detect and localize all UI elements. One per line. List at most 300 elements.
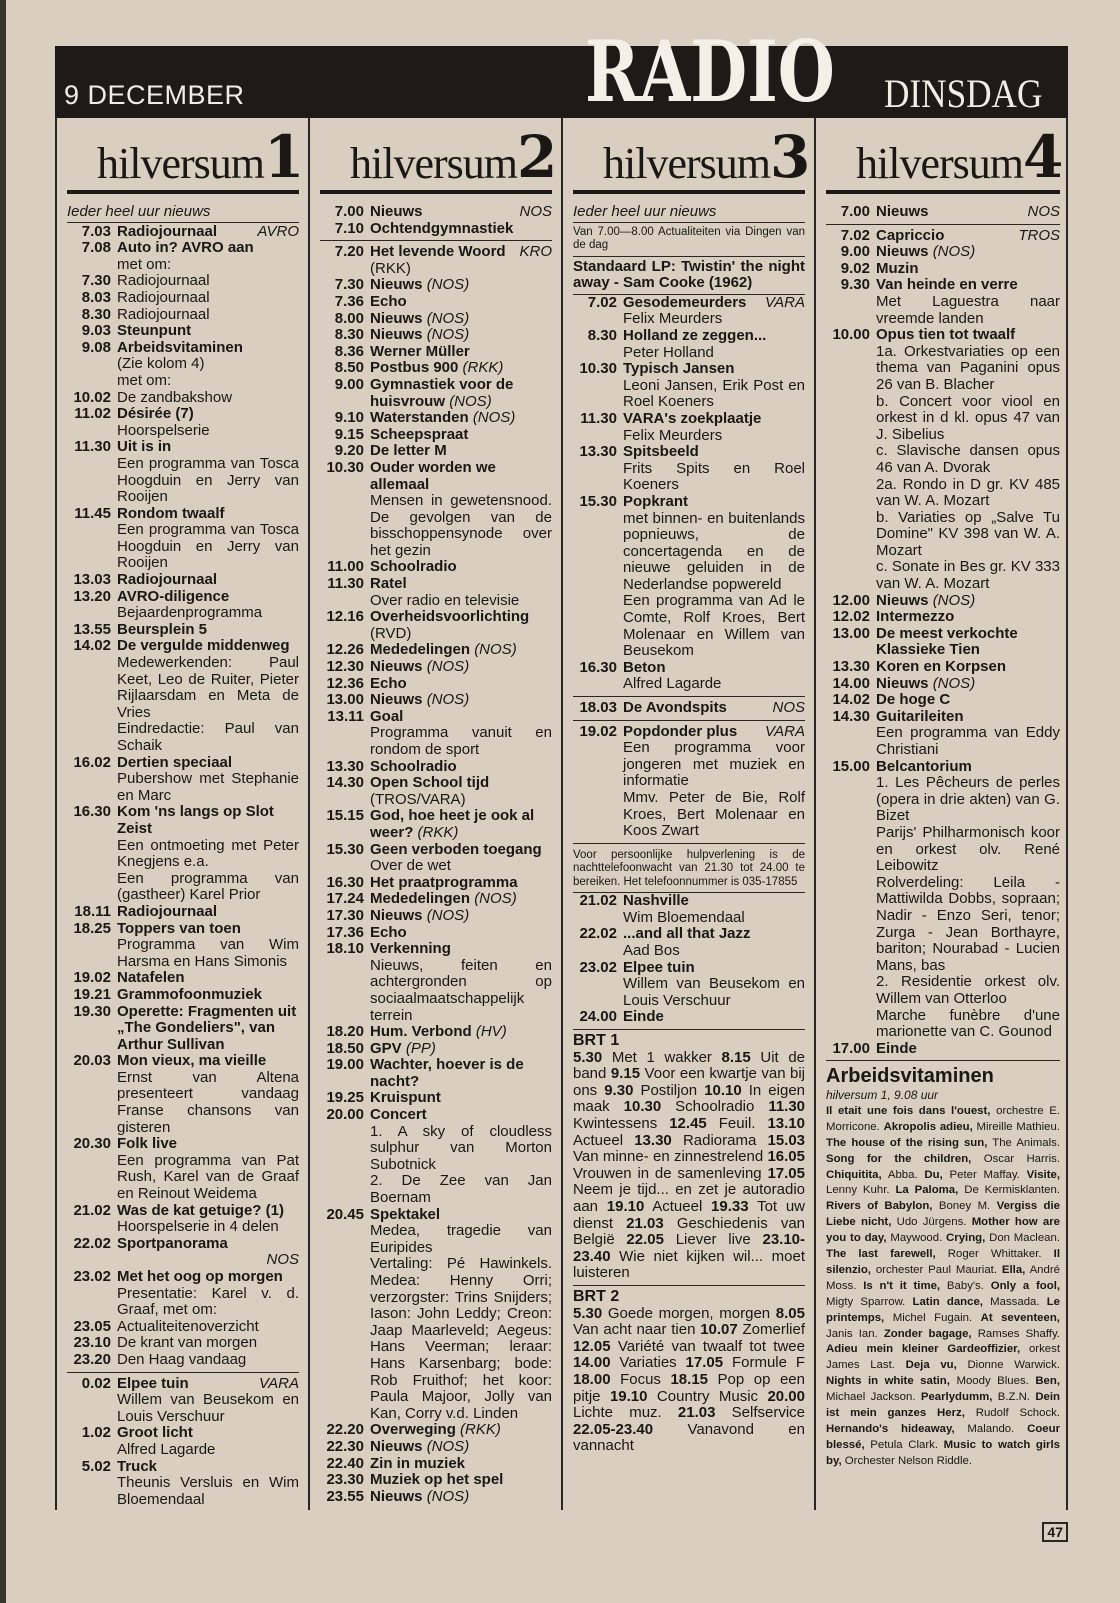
entry-line xyxy=(320,1456,552,1473)
station-number: 1 xyxy=(263,123,305,191)
program-title-wrap xyxy=(117,1425,299,1442)
program-title-wrap xyxy=(117,1269,299,1286)
program-time: 13.10 xyxy=(767,1115,805,1132)
entry-line xyxy=(67,290,299,307)
entry-line xyxy=(826,1041,1060,1058)
entry-line xyxy=(320,204,552,221)
program-description: met binnen- en buitenlands popnieuws, de concertagenda en de nieuwe geluiden in de Nederlandse popwereld xyxy=(623,509,805,593)
divider xyxy=(573,696,805,697)
program-title: Ouder worden we allemaal xyxy=(370,458,496,493)
entry-line xyxy=(826,593,1060,610)
program-title-wrap xyxy=(370,941,552,958)
entry-line xyxy=(573,361,805,378)
entry-line xyxy=(826,609,1060,626)
program-title-wrap xyxy=(370,427,552,444)
program-title-wrap xyxy=(117,290,299,307)
program-description: c. Sonate in Bes gr. KV 333 van W. A. Mozart xyxy=(876,558,1060,593)
program-title: Belcantorium xyxy=(876,757,972,775)
program-title: Operette: Fragmenten uit „The Gondeliers", van Arthur Sullivan xyxy=(117,1002,297,1053)
program-title: Radiorama xyxy=(682,1131,757,1149)
entry-line xyxy=(67,1136,299,1153)
entry-line xyxy=(67,273,299,290)
program-time: 17.36 xyxy=(326,923,364,941)
program-description: Mmv. Peter de Bie, Rolf Kroes, Bert Molenaar en Koos Zwart xyxy=(623,789,805,840)
song-artist: Udo Jürgens. xyxy=(896,1216,967,1229)
program-time: 12.45 xyxy=(669,1115,707,1132)
entry-line xyxy=(67,506,299,523)
song-title: Zonder bagage, xyxy=(883,1327,972,1340)
program-title-wrap xyxy=(623,411,805,428)
program-time: 13.30 xyxy=(634,1131,672,1149)
program-description: Een ontmoeting met Peter Knegjens e.a. xyxy=(117,836,299,871)
program-time: 19.00 xyxy=(326,1056,364,1074)
program-title: Werner Müller xyxy=(370,342,470,360)
program-description: Felix Meurders xyxy=(623,310,723,328)
program-description: Een programma van Tosca Hoogduin en Jerry van Rooijen xyxy=(117,454,299,506)
program-time: 8.30 xyxy=(81,305,111,323)
program-time: 19.30 xyxy=(73,1002,111,1020)
program-title: Muzin xyxy=(876,259,919,277)
program-entry xyxy=(67,1004,299,1054)
program-title-wrap xyxy=(117,1136,299,1153)
program-title-wrap xyxy=(370,559,552,576)
program-time: 10.30 xyxy=(623,1098,662,1116)
program-title-wrap xyxy=(117,904,299,921)
program-title: Nieuws xyxy=(370,276,423,294)
program-title-wrap xyxy=(623,494,805,511)
program-entry xyxy=(320,377,552,410)
program-title-wrap xyxy=(876,228,1060,245)
song-title: Ella, xyxy=(1001,1263,1026,1276)
program-time: 16.30 xyxy=(579,658,617,676)
header-day: DINSDAG xyxy=(884,71,1043,116)
schedule xyxy=(826,204,1060,1470)
program-title: Guitarileiten xyxy=(876,707,964,725)
program-broadcaster: (NOS) xyxy=(474,890,517,908)
program-description: Bejaardenprogramma xyxy=(117,604,263,622)
divider xyxy=(826,224,1060,225)
program-title-wrap xyxy=(117,406,299,423)
program-entry xyxy=(67,589,299,622)
program-title: Ratel xyxy=(370,575,407,593)
program-entry xyxy=(320,842,552,875)
program-entry xyxy=(320,244,552,277)
program-title: Radiojournaal xyxy=(117,305,210,323)
program-time: 11.30 xyxy=(768,1098,806,1116)
program-entry xyxy=(67,1425,299,1458)
program-entry xyxy=(320,775,552,808)
program-description: met om: xyxy=(117,255,172,273)
program-entry xyxy=(826,692,1060,709)
program-entry xyxy=(67,1335,299,1352)
program-entry xyxy=(320,808,552,841)
program-broadcaster: (PP) xyxy=(405,1039,436,1057)
program-time: 20.03 xyxy=(73,1052,111,1070)
entry-line xyxy=(67,1376,299,1393)
entry-line xyxy=(67,340,299,357)
entry-line xyxy=(573,494,805,511)
entry-line xyxy=(826,676,1060,693)
program-title: De vergulde middenweg xyxy=(117,637,290,655)
entry-line xyxy=(320,427,552,444)
program-title-wrap xyxy=(370,891,552,908)
program-time: 23.30 xyxy=(326,1471,364,1489)
program-title: Spitsbeeld xyxy=(623,443,699,461)
program-title: Nieuws xyxy=(370,658,423,676)
program-description: Pubershow met Stephanie en Marc xyxy=(117,770,299,804)
song-artist: Michael Jackson. xyxy=(826,1391,916,1404)
program-entry xyxy=(826,1041,1060,1058)
program-entry xyxy=(320,891,552,908)
program-title-wrap xyxy=(370,327,552,344)
program-entry xyxy=(826,609,1060,626)
program-title-wrap xyxy=(117,323,299,340)
program-time: 8.00 xyxy=(334,309,364,327)
program-entry xyxy=(573,361,805,411)
entry-line xyxy=(320,842,552,859)
program-title-wrap xyxy=(370,875,552,892)
program-title-wrap xyxy=(876,277,1060,294)
program-title: Holland ze zeggen... xyxy=(623,326,767,344)
program-description: Vertaling: Pé Hawinkels. Medea: Henny Orri; verzorgster: Trins Snijders; Iason: John Leddy; Creon: Jaap Maarleveld; Aegeus: Hans Veerman; leraar: Hans Karsenbarg; bode: Rob Fruithof; het koor: Paula Majoor, Jolly van Kan, Corry v.d. Linden xyxy=(370,1255,552,1422)
entry-line xyxy=(67,921,299,938)
program-entry xyxy=(573,444,805,494)
broadcaster: AVRO xyxy=(257,222,299,240)
program-title-wrap xyxy=(370,908,552,925)
song-artist: Moody Blues. xyxy=(956,1375,1029,1388)
program-columns xyxy=(55,118,1068,1510)
program-entry xyxy=(67,904,299,921)
program-title: Radiojournaal xyxy=(117,902,218,920)
broadcaster: NOS xyxy=(772,699,805,717)
program-time: 8.03 xyxy=(81,288,111,306)
program-time: 11.45 xyxy=(74,504,111,522)
program-title-wrap xyxy=(370,1024,552,1041)
program-title: Nieuws xyxy=(370,1487,423,1505)
program-title-wrap xyxy=(117,1004,299,1054)
program-title-wrap xyxy=(117,240,299,257)
program-description: Ernst van Altena presenteert vandaag Franse chansons van gisteren xyxy=(117,1068,299,1136)
program-broadcaster: (NOS) xyxy=(426,1487,470,1505)
program-title-wrap xyxy=(370,842,552,859)
station-number: 2 xyxy=(516,123,558,191)
entry-line xyxy=(67,1269,299,1286)
program-title: Sportpanorama xyxy=(117,1234,228,1252)
program-title: Désirée (7) xyxy=(117,405,194,423)
program-time: 8.15 xyxy=(721,1048,751,1066)
program-title-wrap xyxy=(370,1041,552,1058)
program-entry xyxy=(67,572,299,589)
header-date: 9 DECEMBER xyxy=(64,80,245,110)
program-description: Alfred Lagarde xyxy=(623,675,722,693)
program-title-wrap xyxy=(623,724,805,741)
program-title: Echo xyxy=(370,674,407,692)
entry-line xyxy=(320,609,552,626)
program-time: 12.26 xyxy=(326,641,364,659)
song-artist: Abba. xyxy=(887,1168,918,1181)
broadcaster: NOS xyxy=(519,203,552,220)
program-description: Rolverdeling: Leila - Mattiwilda Dobbs, sopraan; Nadir - Enzo Seri, tenor; Zurga - Jean Borthayre, bariton; Nourabad - Lucien Mans, bas xyxy=(876,873,1060,974)
program-title-wrap xyxy=(370,1422,552,1439)
program-title: Wie niet kijken wil... moet luisteren xyxy=(573,1247,805,1282)
program-title: Beton xyxy=(623,658,666,676)
entry-line xyxy=(320,360,552,377)
program-title-wrap xyxy=(117,1236,299,1253)
song-title: At seventeen, xyxy=(980,1311,1060,1324)
song-artist: Peter Maffay. xyxy=(949,1168,1020,1181)
song-title: Du, xyxy=(924,1168,943,1181)
program-title: De hoge C xyxy=(876,691,951,709)
program-description: (TROS/VARA) xyxy=(370,790,466,808)
program-time: 7.03 xyxy=(81,222,111,240)
entry-line xyxy=(320,460,552,493)
program-entry xyxy=(320,1024,552,1041)
program-title: Nieuws xyxy=(370,1437,423,1455)
entry-line xyxy=(826,261,1060,278)
program-title: De letter M xyxy=(370,442,447,460)
program-title: Capriccio xyxy=(876,226,945,244)
program-title-wrap xyxy=(876,244,1060,261)
program-description: Frits Spits en Roel Koeners xyxy=(623,459,805,494)
program-time: 12.05 xyxy=(573,1337,611,1355)
program-title: Nieuws xyxy=(370,203,423,220)
program-time: 9.15 xyxy=(610,1065,641,1083)
entry-line xyxy=(320,659,552,676)
program-title: Postbus 900 xyxy=(370,359,459,377)
program-title: Popkrant xyxy=(623,492,689,510)
program-title: Uit de band xyxy=(573,1048,806,1083)
program-title-wrap xyxy=(370,460,552,493)
program-description: Met Laguestra naar vreemde landen xyxy=(876,292,1060,327)
station-number: 3 xyxy=(769,123,811,191)
program-description: 2a. Rondo in D gr. KV 485 van W. A. Mozart xyxy=(876,475,1060,510)
program-title-wrap xyxy=(370,221,552,238)
program-broadcaster: (NOS) xyxy=(426,309,470,327)
program-title: Overweging xyxy=(370,1421,456,1439)
program-time: 7.20 xyxy=(334,243,364,261)
program-title: Nieuws xyxy=(370,906,423,924)
program-entry xyxy=(67,638,299,754)
program-title: Wachter, hoever is de nacht? xyxy=(370,1056,524,1090)
entry-line xyxy=(573,960,805,977)
program-description: Hoorspelserie xyxy=(117,421,210,439)
program-title-wrap xyxy=(370,692,552,709)
song-title: Latin dance, xyxy=(912,1295,983,1308)
program-description: Over de wet xyxy=(370,857,451,875)
song-artist: orkest James Last. xyxy=(826,1343,1060,1372)
program-entry xyxy=(67,921,299,971)
news-note: Ieder heel uur nieuws xyxy=(573,204,805,223)
program-title: Zomerlief xyxy=(742,1321,806,1339)
program-title-wrap xyxy=(370,1489,552,1506)
entry-line xyxy=(573,328,805,345)
broadcaster: KRO xyxy=(519,243,552,261)
program-title-wrap xyxy=(876,593,1060,610)
program-time: 17.00 xyxy=(832,1039,870,1057)
program-title: Toppers van toen xyxy=(117,919,241,937)
program-title-wrap xyxy=(117,1053,299,1070)
program-title: Nieuws xyxy=(876,674,929,692)
program-description: 2. De Zee van Jan Boernam xyxy=(370,1172,552,1207)
program-title: Variété van twaalf tot twee xyxy=(617,1337,805,1355)
program-description: Parijs' Philharmonisch koor en orkest olv. René Leibowitz xyxy=(876,823,1060,875)
song-artist: Petula Clark. xyxy=(870,1438,938,1451)
program-entry xyxy=(320,460,552,560)
song-title: La Paloma, xyxy=(895,1184,959,1197)
program-time: 10.30 xyxy=(326,458,364,476)
program-entry xyxy=(67,1459,299,1509)
program-title-wrap xyxy=(370,642,552,659)
program-title-wrap xyxy=(117,439,299,456)
song-list xyxy=(826,1104,1060,1470)
program-title-wrap xyxy=(876,709,1060,726)
program-time: 12.16 xyxy=(326,608,364,626)
program-description: Medea, tragedie van Euripides xyxy=(370,1222,552,1256)
program-title: Goal xyxy=(370,707,404,725)
program-title: Schoolradio xyxy=(675,1098,755,1116)
program-title: Popdonder plus xyxy=(623,722,738,740)
program-time: 10.30 xyxy=(579,360,617,378)
program-time: 19.33 xyxy=(711,1197,749,1215)
program-time: 17.05 xyxy=(767,1164,805,1182)
program-title-wrap xyxy=(876,626,1060,659)
program-title-wrap xyxy=(117,340,299,357)
entry-line xyxy=(67,1004,299,1054)
entry-line xyxy=(67,1335,299,1352)
program-listing xyxy=(573,1050,805,1282)
station-name: hilversum xyxy=(856,139,1023,188)
program-entry xyxy=(320,676,552,693)
entry-line xyxy=(320,1107,552,1124)
program-title-wrap xyxy=(117,622,299,639)
program-title: Van acht naar tien xyxy=(573,1321,696,1339)
entry-line xyxy=(320,891,552,908)
program-title: Geen verboden toegang xyxy=(370,840,542,858)
program-title: Overheidsvoorlichting xyxy=(370,608,530,626)
program-title: Rondom twaalf xyxy=(117,504,225,522)
program-time: 10.02 xyxy=(73,388,111,406)
entry-line xyxy=(320,676,552,693)
program-description: met om: xyxy=(117,371,172,389)
song-title: Il etait une fois dans l'ouest, xyxy=(826,1104,991,1117)
entry-line xyxy=(320,1472,552,1489)
program-description: b. Variaties op „Salve Tu Domine" KV 398 van W. A. Mozart xyxy=(876,508,1060,559)
program-title-wrap xyxy=(370,925,552,942)
program-time: 0.02 xyxy=(81,1374,111,1392)
program-time: 22.20 xyxy=(326,1421,364,1439)
program-title: Beursplein 5 xyxy=(117,620,208,638)
song-artist: Rudolf Schock. xyxy=(975,1407,1061,1420)
program-title: Van minne- en zinnestrelend xyxy=(573,1148,764,1166)
program-time: 9.08 xyxy=(81,338,111,356)
info-note: Van 7.00—8.00 Actualiteiten via Dingen van de dag xyxy=(573,224,805,257)
song-artist: Orchester Nelson Riddle. xyxy=(844,1454,973,1467)
program-title: Scheepspraat xyxy=(370,425,469,443)
program-title: Hum. Verbond xyxy=(370,1023,472,1041)
program-title: Waterstanden xyxy=(370,409,469,427)
program-title-wrap xyxy=(370,775,552,792)
program-title-wrap xyxy=(117,1335,299,1352)
entry-line xyxy=(67,638,299,655)
program-description: Alfred Lagarde xyxy=(117,1440,216,1458)
program-entry xyxy=(320,1057,552,1090)
entry-line xyxy=(573,660,805,677)
program-entry xyxy=(320,360,552,377)
station-name: hilversum xyxy=(603,139,770,188)
program-title: Folk live xyxy=(117,1135,178,1153)
program-entry xyxy=(573,411,805,444)
program-title: De krant van morgen xyxy=(117,1334,258,1352)
program-time: 16.30 xyxy=(73,803,111,821)
program-time: 20.30 xyxy=(73,1135,111,1153)
program-entry xyxy=(320,1107,552,1207)
program-description: (RVD) xyxy=(370,624,412,642)
program-time: 8.30 xyxy=(587,326,617,344)
entry-line xyxy=(67,390,299,407)
entry-line xyxy=(320,1439,552,1456)
program-title: GPV xyxy=(370,1039,402,1057)
program-title-wrap xyxy=(117,1203,299,1220)
program-title-wrap xyxy=(623,361,805,378)
program-title: Mededelingen xyxy=(370,641,471,659)
entry-line xyxy=(320,576,552,593)
program-time: 5.30 xyxy=(573,1304,603,1322)
program-title: Met 1 wakker xyxy=(611,1048,712,1066)
program-title-wrap xyxy=(117,755,299,772)
featured-lp: Standaard LP: Twistin' the night away - Sam Cooke (1962) xyxy=(573,257,805,295)
song-title: Ben, xyxy=(1035,1375,1061,1388)
program-title-wrap xyxy=(623,328,805,345)
program-entry xyxy=(573,1009,805,1026)
program-entry xyxy=(67,987,299,1004)
program-description: Theunis Versluis en Wim Bloemendaal xyxy=(117,1474,299,1508)
program-entry xyxy=(67,390,299,407)
broadcaster: VARA xyxy=(764,722,805,740)
program-entry xyxy=(826,277,1060,327)
program-description: 1a. Orkestvariaties op een thema van Paganini opus 26 van B. Blacher xyxy=(876,342,1060,393)
program-title-wrap xyxy=(117,224,299,241)
song-artist: Ramses Shaffy. xyxy=(977,1327,1060,1340)
program-entry xyxy=(67,240,299,273)
program-broadcaster: (HV) xyxy=(475,1023,507,1041)
program-broadcaster: (NOS) xyxy=(426,691,470,709)
program-title-wrap xyxy=(370,609,552,626)
program-title: De Avondspits xyxy=(623,699,727,717)
program-entry xyxy=(67,290,299,307)
station-column-1 xyxy=(57,118,310,1510)
entry-line xyxy=(320,294,552,311)
page-main xyxy=(55,118,1068,1582)
song-title: Song for the children, xyxy=(826,1152,972,1165)
program-entry xyxy=(67,1319,299,1336)
program-title: Radiojournaal xyxy=(117,288,210,306)
program-time: 7.10 xyxy=(334,219,364,237)
program-description: Een programma van Pat Rush, Karel van de Graaf en Reinout Weidema xyxy=(117,1151,299,1203)
broadcaster: VARA xyxy=(764,293,805,311)
program-time: 21.03 xyxy=(626,1214,664,1232)
program-title: Focus xyxy=(620,1370,661,1388)
program-title-wrap xyxy=(370,1057,552,1090)
program-title-wrap xyxy=(117,1319,299,1336)
program-time: 22.30 xyxy=(326,1437,364,1455)
program-entry xyxy=(573,893,805,926)
song-artist: Oscar Harris. xyxy=(983,1152,1060,1165)
entry-line xyxy=(67,439,299,456)
song-title: Crying, xyxy=(946,1232,986,1245)
program-time: 20.00 xyxy=(767,1387,805,1405)
program-description: Presentatie: Karel v. d. Graaf, met om: xyxy=(117,1284,299,1319)
program-title-wrap xyxy=(370,1107,552,1124)
